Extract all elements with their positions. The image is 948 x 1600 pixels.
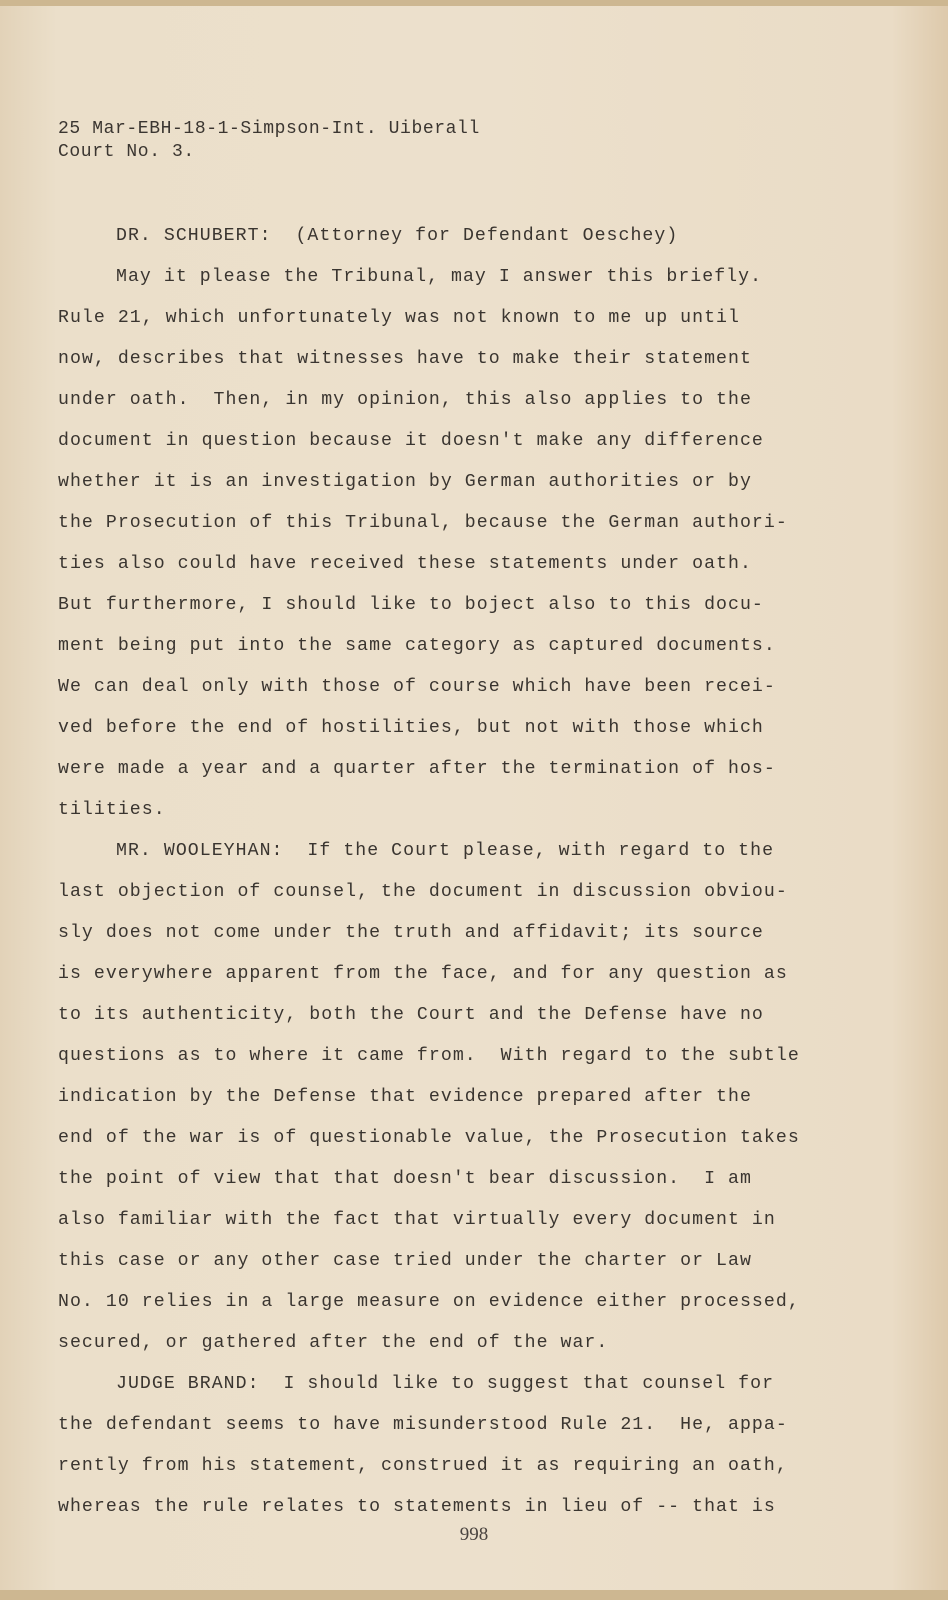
transcript-line: questions as to where it came from. With regard to the subtle (58, 1046, 800, 1066)
transcript-line: No. 10 relies in a large measure on evidence either processed, (58, 1292, 800, 1312)
transcript-line: tilities. (58, 800, 166, 820)
transcript-line: last objection of counsel, the document in discussion obviou- (58, 882, 788, 902)
transcript-line: indication by the Defense that evidence prepared after the (58, 1087, 752, 1107)
transcript-line: JUDGE BRAND: I should like to suggest that counsel for (116, 1374, 775, 1394)
transcript-line: But furthermore, I should like to boject also to this docu- (58, 595, 764, 615)
transcript-line: sly does not come under the truth and affidavit; its source (58, 923, 764, 943)
transcript-line: under oath. Then, in my opinion, this also applies to the (58, 390, 752, 410)
transcript-line: Rule 21, which unfortunately was not known to me up until (58, 308, 740, 328)
transcript-body (58, 216, 818, 1528)
header-court: Court No. 3. (58, 142, 195, 162)
transcript-line: MR. WOOLEYHAN: If the Court please, with regard to the (116, 841, 775, 861)
transcript-line: the point of view that that doesn't bear discussion. I am (58, 1169, 752, 1189)
transcript-line: the defendant seems to have misunderstood Rule 21. He, appa- (58, 1415, 788, 1435)
transcript-line: ved before the end of hostilities, but not with those which (58, 718, 764, 738)
transcript-line: were made a year and a quarter after the termination of hos- (58, 759, 776, 779)
transcript-line: is everywhere apparent from the face, and for any question as (58, 964, 788, 984)
transcript-line: May it please the Tribunal, may I answer this briefly. (116, 267, 763, 287)
transcript-line: secured, or gathered after the end of the war. (58, 1333, 609, 1353)
transcript-line: to its authenticity, both the Court and the Defense have no (58, 1005, 764, 1025)
transcript-line: We can deal only with those of course which have been recei- (58, 677, 776, 697)
transcript-line: ment being put into the same category as captured documents. (58, 636, 776, 656)
transcript-line: now, describes that witnesses have to make their statement (58, 349, 752, 369)
document-header (58, 118, 480, 164)
transcript-line: the Prosecution of this Tribunal, because the German authori- (58, 513, 788, 533)
page-number: 998 (459, 1524, 489, 1545)
transcript-line: end of the war is of questionable value, the Prosecution takes (58, 1128, 800, 1148)
transcript-line: this case or any other case tried under the charter or Law (58, 1251, 752, 1271)
transcript-line: rently from his statement, construed it as requiring an oath, (58, 1456, 788, 1476)
transcript-line: whereas the rule relates to statements in lieu of -- that is (58, 1497, 776, 1517)
transcript-line: whether it is an investigation by German authorities or by (58, 472, 752, 492)
transcript-line: also familiar with the fact that virtually every document in (58, 1210, 776, 1230)
transcript-line: ties also could have received these statements under oath. (58, 554, 752, 574)
header-reference: 25 Mar-EBH-18-1-Simpson-Int. Uiberall (58, 119, 480, 139)
transcript-line: document in question because it doesn't make any difference (58, 431, 764, 451)
transcript-line: DR. SCHUBERT: (Attorney for Defendant Oeschey) (116, 226, 679, 246)
